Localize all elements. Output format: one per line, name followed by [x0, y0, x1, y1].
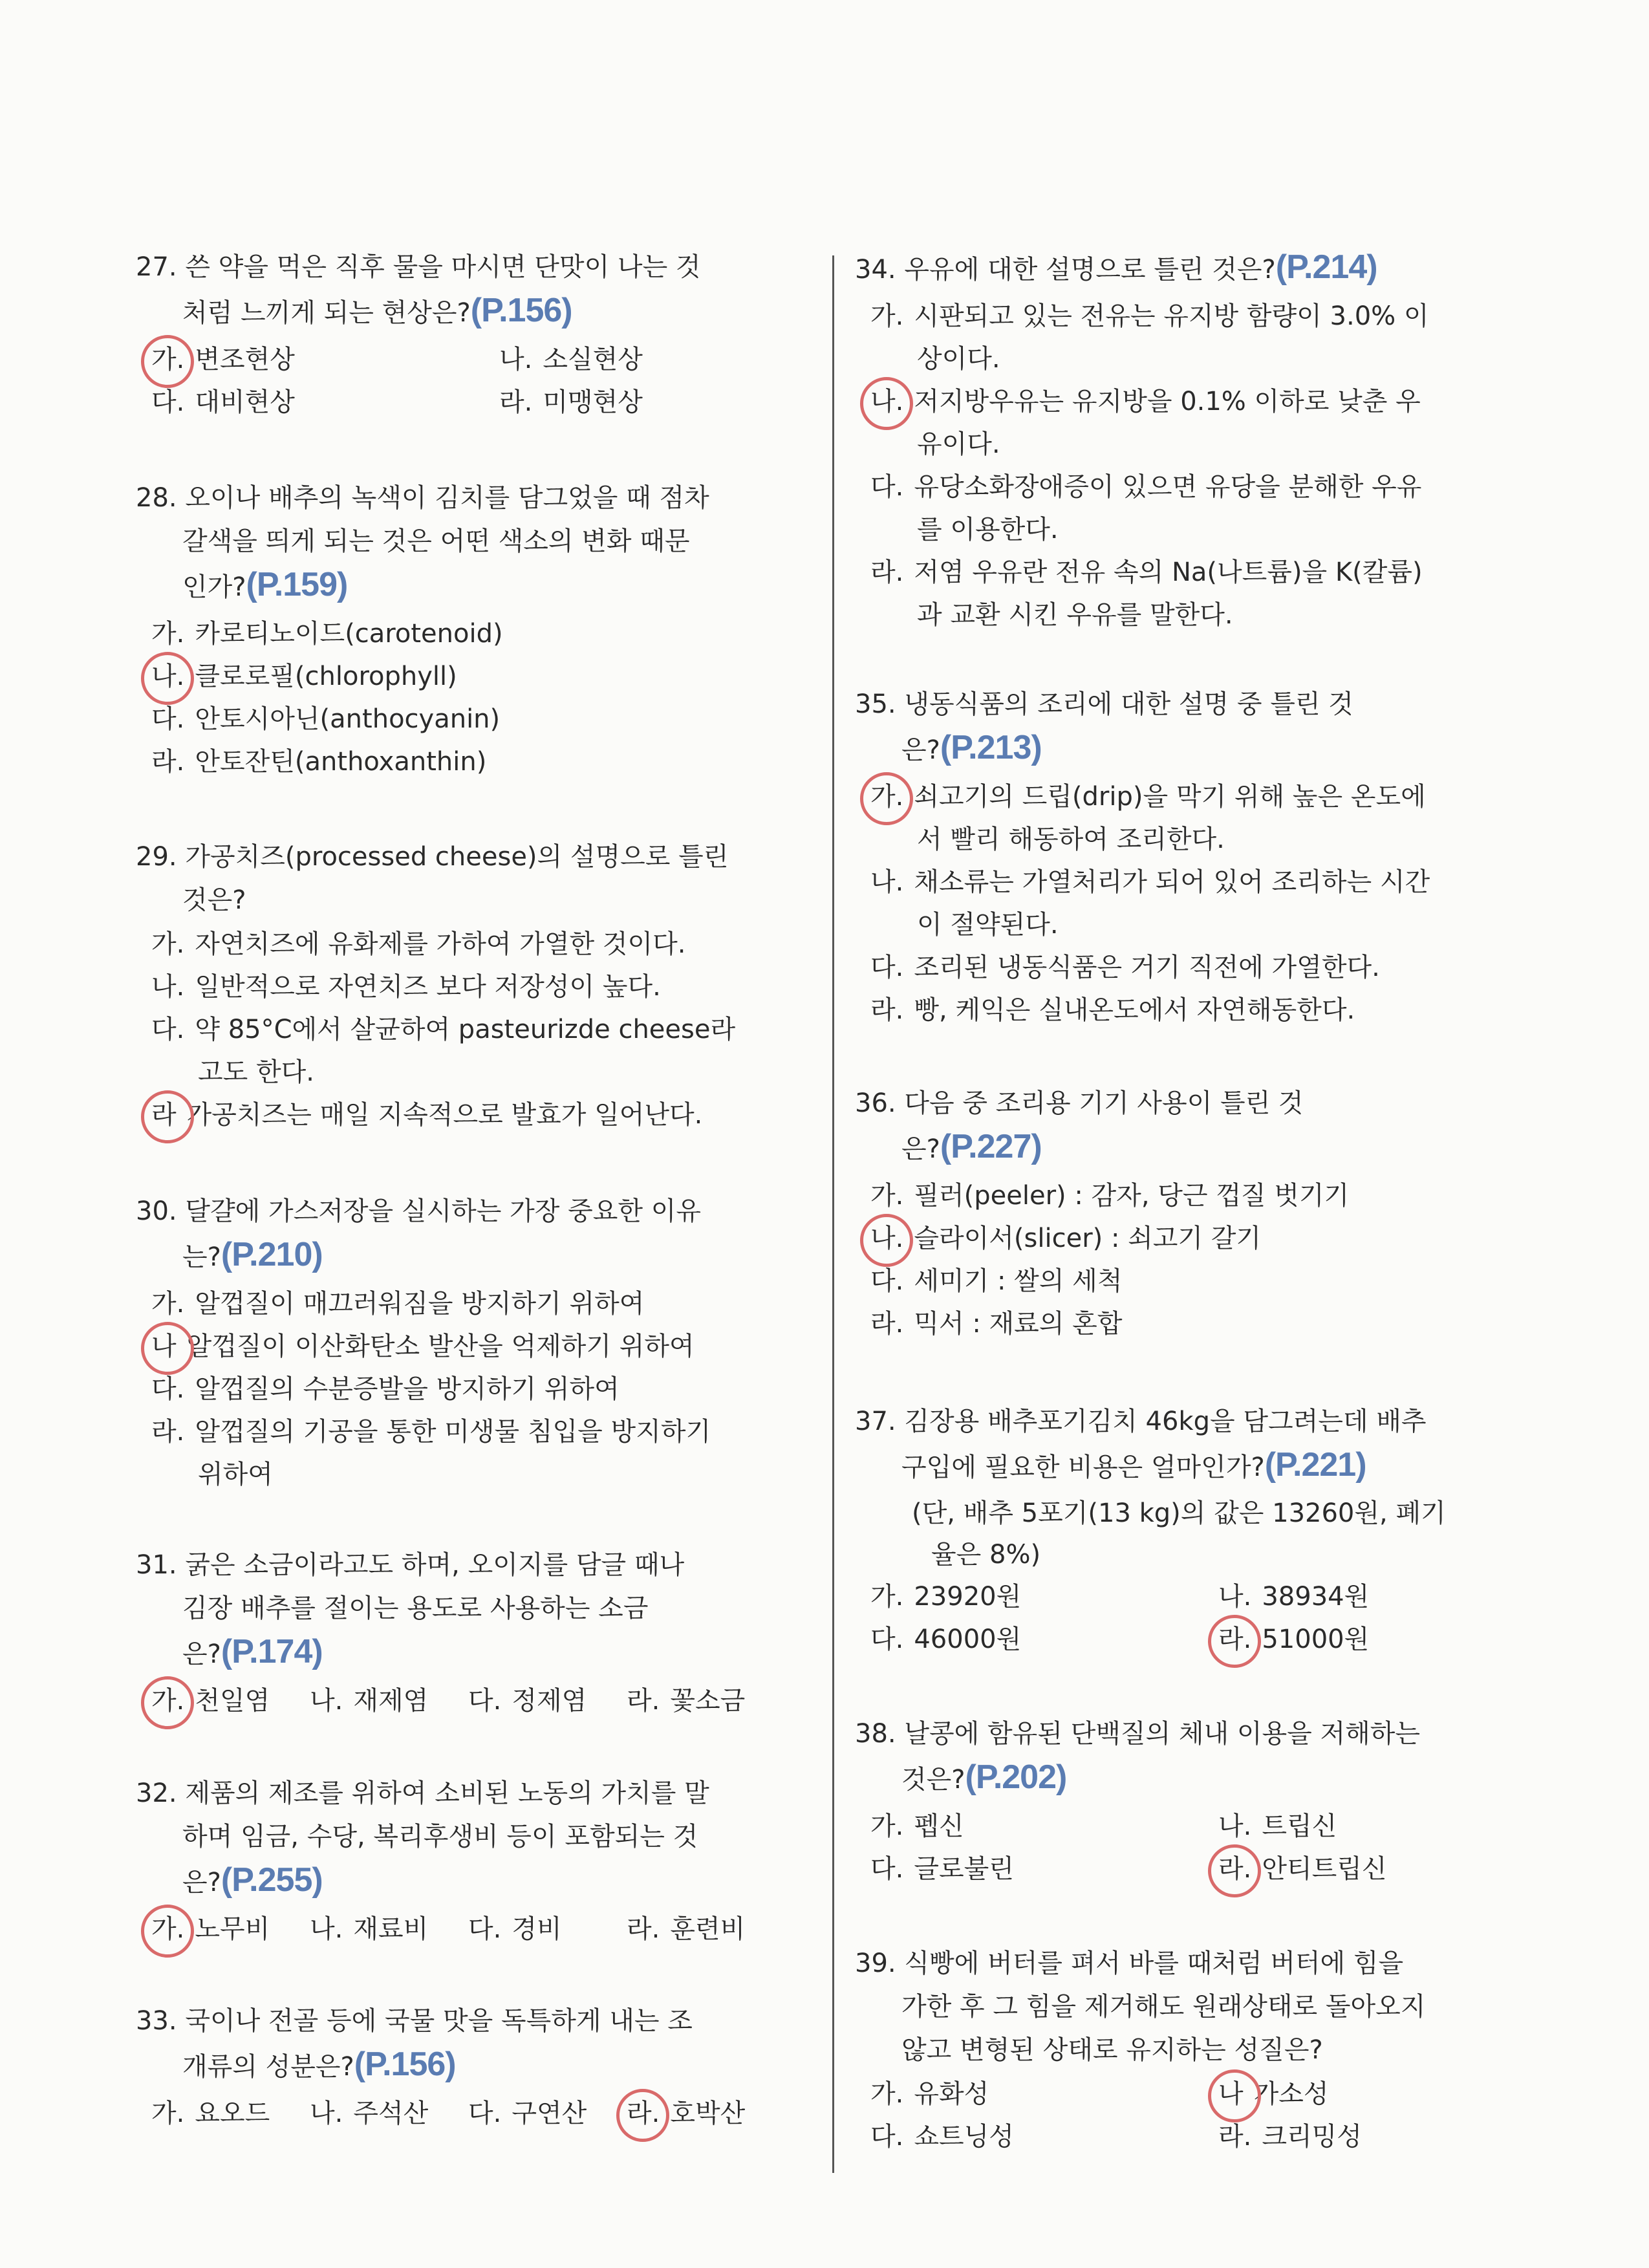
option-text: 정제염 [512, 1686, 587, 1716]
option-mark: 다. [151, 1015, 185, 1044]
option-text: 호박산 [670, 2099, 746, 2128]
answer-option[interactable] [308, 1681, 428, 1720]
circled-answer-mark: 나. [869, 382, 905, 421]
question-text-line [901, 1125, 1042, 1171]
circled-answer-mark: 라. [625, 2094, 661, 2133]
option-text: 일반적으로 자연치즈 보다 저장성이 높다. [195, 972, 661, 1002]
answer-option[interactable] [917, 425, 1000, 464]
question-text-line [855, 1082, 1304, 1125]
option-mark: 라. [151, 747, 185, 777]
question-text: 오이나 배추의 녹색이 김치를 담그었을 때 점차 [185, 483, 709, 513]
answer-option[interactable] [150, 1327, 695, 1366]
option-mark: 다. [151, 704, 185, 734]
question-text: 국이나 전골 등에 국물 맛을 독특하게 내는 조 [185, 2006, 693, 2036]
option-text: 23920원 [914, 1582, 1022, 1612]
question-text: 은? [182, 1868, 221, 1897]
option-mark: 다. [151, 1374, 185, 1404]
option-mark: 나. [310, 2099, 343, 2128]
option-text: 쇼트닝성 [914, 2122, 1014, 2152]
question-text-line [182, 2043, 456, 2089]
option-mark: 나. [1218, 1811, 1252, 1841]
option-text: 트립신 [1262, 1811, 1337, 1841]
option-mark: 라. [151, 1417, 185, 1447]
option-text: 구연산 [512, 2099, 587, 2128]
option-mark: 라. [870, 557, 904, 587]
answer-option[interactable] [869, 553, 1423, 592]
page-reference: (P.202) [965, 1758, 1067, 1796]
column-divider [832, 255, 834, 2173]
answer-option[interactable] [1217, 1850, 1387, 1888]
answer-option[interactable] [869, 2117, 1014, 2156]
option-text: 변조현상 [195, 345, 295, 374]
question-text: 인가? [182, 572, 246, 602]
option-text: 알껍질의 기공을 통한 미생물 침입을 방지하기 [195, 1417, 711, 1447]
option-mark: 다. [870, 1625, 904, 1654]
question-text-line [182, 1233, 323, 1279]
page-reference: (P.255) [221, 1861, 323, 1899]
answer-option[interactable] [150, 340, 295, 379]
option-mark: 다. [151, 387, 185, 417]
answer-option[interactable] [869, 2075, 989, 2113]
option-text: 시판되고 있는 전유는 유지방 함량이 3.0% 이 [914, 301, 1429, 331]
answer-option[interactable] [1217, 1577, 1369, 1616]
question-text-line [855, 1942, 1403, 1985]
option-text: 46000원 [914, 1625, 1022, 1654]
option-text: 안티트립신 [1262, 1854, 1387, 1884]
question-text: 냉동식품의 조리에 대한 설명 중 틀린 것 [904, 689, 1353, 719]
option-mark: 다. [468, 1686, 502, 1716]
answer-option[interactable] [1217, 1620, 1369, 1659]
question-number: 38. [855, 1719, 905, 1749]
option-mark: 가. [151, 929, 185, 959]
answer-option[interactable] [150, 383, 295, 422]
option-text: 꽃소금 [670, 1686, 746, 1716]
option-text: 조리된 냉동식품은 거기 직전에 가열한다. [914, 953, 1380, 982]
answer-option[interactable] [869, 1577, 1021, 1616]
answer-option[interactable] [917, 905, 1059, 944]
option-mark: 다. [870, 1854, 904, 1884]
option-text: 빵, 케익은 실내온도에서 자연해동한다. [914, 995, 1355, 1025]
option-text: 38934원 [1262, 1582, 1370, 1612]
answer-option[interactable] [869, 863, 1430, 902]
question-text: 하며 임금, 수당, 복리후생비 등이 포함되는 것 [182, 1822, 698, 1852]
option-text: 경비 [512, 1914, 562, 1944]
question-text: 김장 배추를 절이는 용도로 사용하는 소금 [182, 1593, 649, 1623]
circled-answer-mark: 가. [150, 1910, 186, 1949]
circled-answer-mark: 라. [1217, 1620, 1253, 1659]
question-text-line [136, 1544, 684, 1587]
question-text: 은? [901, 1134, 940, 1164]
question-text-line [182, 879, 246, 922]
page-reference: (P.213) [940, 729, 1042, 766]
question-text-line [855, 246, 1377, 292]
question-text: 것은? [182, 885, 246, 915]
page-reference: (P.156) [470, 292, 572, 329]
option-text: 가소성 [1253, 2079, 1329, 2109]
answer-option[interactable] [869, 297, 1429, 336]
question-text: 우유에 대한 설명으로 틀린 것은? [904, 255, 1276, 285]
option-text: 자연치즈에 유화제를 가하여 가열한 것이다. [195, 929, 686, 959]
option-text: 유화성 [914, 2079, 989, 2109]
page-reference: (P.156) [354, 2046, 456, 2083]
option-text: 안토시아닌(anthocyanin) [195, 704, 501, 734]
question-text-line [136, 836, 728, 879]
question-text-line [136, 477, 709, 520]
option-mark: 나. [870, 867, 904, 897]
question-text: 처럼 느끼게 되는 현상은? [182, 298, 471, 328]
question-text-line [182, 1815, 698, 1859]
answer-option[interactable] [150, 1284, 644, 1323]
answer-option[interactable] [150, 1910, 270, 1949]
question-number: 29. [136, 842, 186, 872]
answer-option[interactable] [150, 1412, 711, 1451]
question-text: 구입에 필요한 비용은 얼마인가? [901, 1453, 1265, 1482]
option-text: 주석산 [353, 2099, 429, 2128]
question-text-line [182, 1587, 648, 1630]
option-text: 필러(peeler) : 감자, 당근 껍질 벗기기 [914, 1181, 1350, 1211]
circled-answer-mark: 나. [869, 1219, 905, 1258]
question-number: 32. [136, 1778, 186, 1808]
option-mark: 다. [468, 1914, 502, 1944]
question-number: 27. [136, 252, 186, 282]
option-text: 서 빨리 해동하여 조리한다. [917, 825, 1225, 854]
answer-option[interactable] [917, 340, 1000, 378]
answer-option[interactable] [625, 1910, 745, 1949]
option-mark: 나. [1218, 1582, 1252, 1612]
option-text: 약 85°C에서 살균하여 pasteurizde cheese라 [195, 1015, 736, 1044]
option-mark: 가. [151, 1289, 185, 1319]
question-text-line [855, 683, 1353, 726]
option-text: 소실현상 [543, 345, 643, 374]
circled-answer-mark: 나 [1217, 2075, 1245, 2113]
option-mark: 가. [151, 619, 185, 649]
option-mark: 라. [870, 1309, 904, 1339]
answer-option[interactable] [150, 614, 503, 653]
answer-option[interactable] [150, 1681, 270, 1720]
answer-option[interactable] [869, 948, 1380, 987]
question-text: 달걀에 가스저장을 실시하는 가장 중요한 이유 [185, 1196, 702, 1226]
option-mark: 다. [870, 1266, 904, 1296]
question-condition: (단, 배추 5포기(13 kg)의 값은 13260원, 폐기 [912, 1498, 1446, 1528]
answer-option[interactable] [869, 468, 1421, 506]
answer-option[interactable] [869, 1807, 964, 1846]
question-text-line [901, 726, 1042, 772]
question-number: 34. [855, 255, 905, 285]
option-mark: 가. [151, 2099, 185, 2128]
option-mark: 가. [870, 2079, 904, 2109]
page-reference: (P.159) [246, 566, 348, 603]
circled-answer-mark: 나 [150, 1327, 178, 1366]
answer-option[interactable] [198, 1455, 273, 1494]
page-reference: (P.210) [221, 1236, 323, 1273]
question-text: 식빵에 버터를 펴서 바를 때처럼 버터에 힘을 [904, 1949, 1404, 1978]
page-reference: (P.174) [221, 1633, 323, 1670]
question-condition: 율은 8%) [931, 1540, 1041, 1570]
circled-answer-mark: 나. [150, 657, 186, 696]
question-text: 가한 후 그 힘을 제거해도 원래상태로 돌아오지 [901, 1992, 1426, 2022]
answer-option[interactable] [467, 1681, 587, 1720]
question-text-line [182, 289, 572, 335]
option-text: 클로로필(chlorophyll) [195, 662, 457, 691]
question-text: 않고 변형된 상태로 유지하는 성질은? [901, 2035, 1323, 2065]
option-text: 알껍질이 이산화탄소 발산을 억제하기 위하여 [186, 1332, 695, 1361]
question-number: 28. [136, 483, 186, 513]
question-text-line [901, 1756, 1066, 1802]
answer-option[interactable] [308, 1910, 428, 1949]
option-text: 믹서 : 재료의 혼합 [914, 1309, 1123, 1339]
option-text: 51000원 [1262, 1625, 1370, 1654]
question-text-line [901, 2029, 1323, 2072]
answer-option[interactable] [869, 1219, 1261, 1258]
option-text: 요오드 [195, 2099, 270, 2128]
answer-option[interactable] [498, 340, 643, 379]
question-text: 는? [182, 1242, 221, 1272]
option-text: 상이다. [917, 344, 1000, 374]
circled-answer-mark: 라. [1217, 1850, 1253, 1888]
answer-option[interactable] [150, 967, 661, 1006]
option-text: 재제염 [353, 1686, 429, 1716]
question-number: 31. [136, 1550, 186, 1580]
answer-option[interactable] [150, 742, 486, 781]
question-text: 개류의 성분은? [182, 2052, 354, 2082]
option-text: 펩신 [914, 1811, 964, 1841]
question-text: 갈색을 띄게 되는 것은 어떤 색소의 변화 때문 [182, 526, 690, 556]
answer-option[interactable] [150, 2094, 270, 2133]
question-text-line [136, 1772, 709, 1815]
answer-option[interactable] [625, 1681, 745, 1720]
option-text: 카로티노이드(carotenoid) [195, 619, 503, 649]
question-text-line [136, 246, 701, 289]
question-text-line [136, 1190, 701, 1233]
answer-option[interactable] [1217, 1807, 1337, 1846]
question-text: 쓴 약을 먹은 직후 물을 마시면 단맛이 나는 것 [185, 252, 701, 282]
question-number: 39. [855, 1949, 905, 1978]
page-reference: (P.221) [1264, 1446, 1366, 1484]
option-mark: 나. [499, 345, 533, 374]
answer-option[interactable] [150, 1010, 735, 1049]
answer-option[interactable] [150, 925, 685, 964]
answer-option[interactable] [917, 820, 1225, 859]
circled-answer-mark: 라 [150, 1096, 178, 1134]
option-text: 저지방우유는 유지방을 0.1% 이하로 낮춘 우 [914, 387, 1421, 416]
answer-option[interactable] [1217, 2117, 1362, 2156]
answer-option[interactable] [869, 1620, 1021, 1659]
question-text: 은? [182, 1639, 221, 1669]
page-reference: (P.214) [1275, 248, 1377, 286]
question-text-line [182, 1630, 323, 1676]
answer-option[interactable] [869, 777, 1426, 816]
question-text-line [855, 1400, 1427, 1443]
answer-option[interactable] [467, 1910, 562, 1949]
option-mark: 다. [870, 953, 904, 982]
option-text: 재료비 [353, 1914, 429, 1944]
answer-option[interactable] [869, 1262, 1122, 1301]
question-number: 37. [855, 1407, 905, 1436]
option-text: 천일염 [195, 1686, 270, 1716]
question-text-line [182, 1859, 323, 1905]
circled-answer-mark: 가. [150, 340, 186, 379]
option-mark: 가. [870, 1181, 904, 1211]
answer-option[interactable] [917, 596, 1233, 634]
option-text: 과 교환 시킨 우유를 말한다. [917, 600, 1233, 630]
option-mark: 라. [499, 387, 533, 417]
option-text: 채소류는 가열처리가 되어 있어 조리하는 시간 [914, 867, 1430, 897]
option-text: 세미기 : 쌀의 세척 [914, 1266, 1123, 1296]
option-text: 알껍질의 수분증발을 방지하기 위하여 [195, 1374, 620, 1404]
option-text: 미맹현상 [543, 387, 643, 417]
option-text: 안토잔틴(anthoxanthin) [195, 747, 487, 777]
page-reference: (P.227) [940, 1128, 1042, 1165]
option-mark: 라. [627, 1686, 660, 1716]
answer-option[interactable] [150, 1096, 702, 1134]
option-text: 알껍질이 매끄러워짐을 방지하기 위하여 [195, 1289, 645, 1319]
option-mark: 라. [1218, 2122, 1252, 2152]
answer-option[interactable] [308, 2094, 428, 2133]
answer-option[interactable] [869, 1304, 1122, 1343]
question-number: 35. [855, 689, 905, 719]
answer-option[interactable] [198, 1053, 314, 1092]
answer-option[interactable] [869, 382, 1421, 421]
question-text: 가공치즈(processed cheese)의 설명으로 틀린 [185, 842, 729, 872]
option-text: 대비현상 [195, 387, 295, 417]
question-text: 날콩에 함유된 단백질의 체내 이용을 저해하는 [904, 1719, 1421, 1749]
option-text: 이 절약된다. [917, 910, 1059, 940]
option-text: 고도 한다. [198, 1057, 314, 1087]
answer-option[interactable] [625, 2094, 745, 2133]
option-text: 노무비 [195, 1914, 270, 1944]
option-mark: 가. [870, 1582, 904, 1612]
answer-option[interactable] [917, 510, 1059, 549]
option-text: 훈련비 [670, 1914, 746, 1944]
option-mark: 다. [468, 2099, 502, 2128]
option-mark: 라. [870, 995, 904, 1025]
option-text: 저염 우유란 전유 속의 Na(나트륨)을 K(칼륨) [914, 557, 1423, 587]
question-text-line [182, 563, 347, 609]
option-text: 쇠고기의 드립(drip)을 막기 위해 높은 온도에 [914, 782, 1426, 812]
answer-option[interactable] [869, 1176, 1349, 1215]
answer-option[interactable] [869, 1850, 1014, 1888]
question-text: 제품의 제조를 위하여 소비된 노동의 가치를 말 [185, 1778, 709, 1808]
option-text: 글로불린 [914, 1854, 1014, 1884]
option-mark: 다. [870, 472, 904, 502]
option-mark: 나. [310, 1686, 343, 1716]
question-text: 굵은 소금이라고도 하며, 오이지를 담글 때나 [185, 1550, 685, 1580]
question-text: 다음 중 조리용 기기 사용이 틀린 것 [904, 1088, 1304, 1118]
circled-answer-mark: 가. [150, 1681, 186, 1720]
answer-option[interactable] [498, 383, 643, 422]
option-mark: 나. [310, 1914, 343, 1944]
option-mark: 다. [870, 2122, 904, 2152]
circled-answer-mark: 가. [869, 777, 905, 816]
option-text: 슬라이서(slicer) : 쇠고기 갈기 [914, 1224, 1262, 1253]
question-text-line [855, 1712, 1420, 1756]
answer-option[interactable] [150, 700, 500, 739]
question-text: 은? [901, 735, 940, 765]
option-text: 유이다. [917, 429, 1000, 459]
question-number: 36. [855, 1088, 905, 1118]
option-mark: 가. [870, 301, 904, 331]
option-mark: 라. [627, 1914, 660, 1944]
question-number: 30. [136, 1196, 186, 1226]
option-text: 유당소화장애증이 있으면 유당을 분해한 우유 [914, 472, 1422, 502]
answer-option[interactable] [467, 2094, 587, 2133]
question-number: 33. [136, 2006, 186, 2036]
answer-option[interactable] [150, 1370, 620, 1409]
question-text-line [901, 1443, 1366, 1489]
answer-option[interactable] [869, 991, 1355, 1030]
question-text-line [901, 1985, 1425, 2029]
option-mark: 나. [151, 972, 185, 1002]
question-text-line [182, 520, 690, 563]
option-text: 를 이용한다. [917, 515, 1059, 545]
option-text: 위하여 [198, 1460, 273, 1489]
answer-option[interactable] [1217, 2075, 1329, 2113]
option-mark: 가. [870, 1811, 904, 1841]
option-text: 크리밍성 [1262, 2122, 1362, 2152]
question-text-line [136, 2000, 693, 2043]
question-text: 김장용 배추포기김치 46kg을 담그려는데 배추 [904, 1407, 1427, 1436]
option-text: 가공치즈는 매일 지속적으로 발효가 일어난다. [186, 1100, 703, 1130]
question-text: 것은? [901, 1765, 965, 1795]
answer-option[interactable] [150, 657, 457, 696]
